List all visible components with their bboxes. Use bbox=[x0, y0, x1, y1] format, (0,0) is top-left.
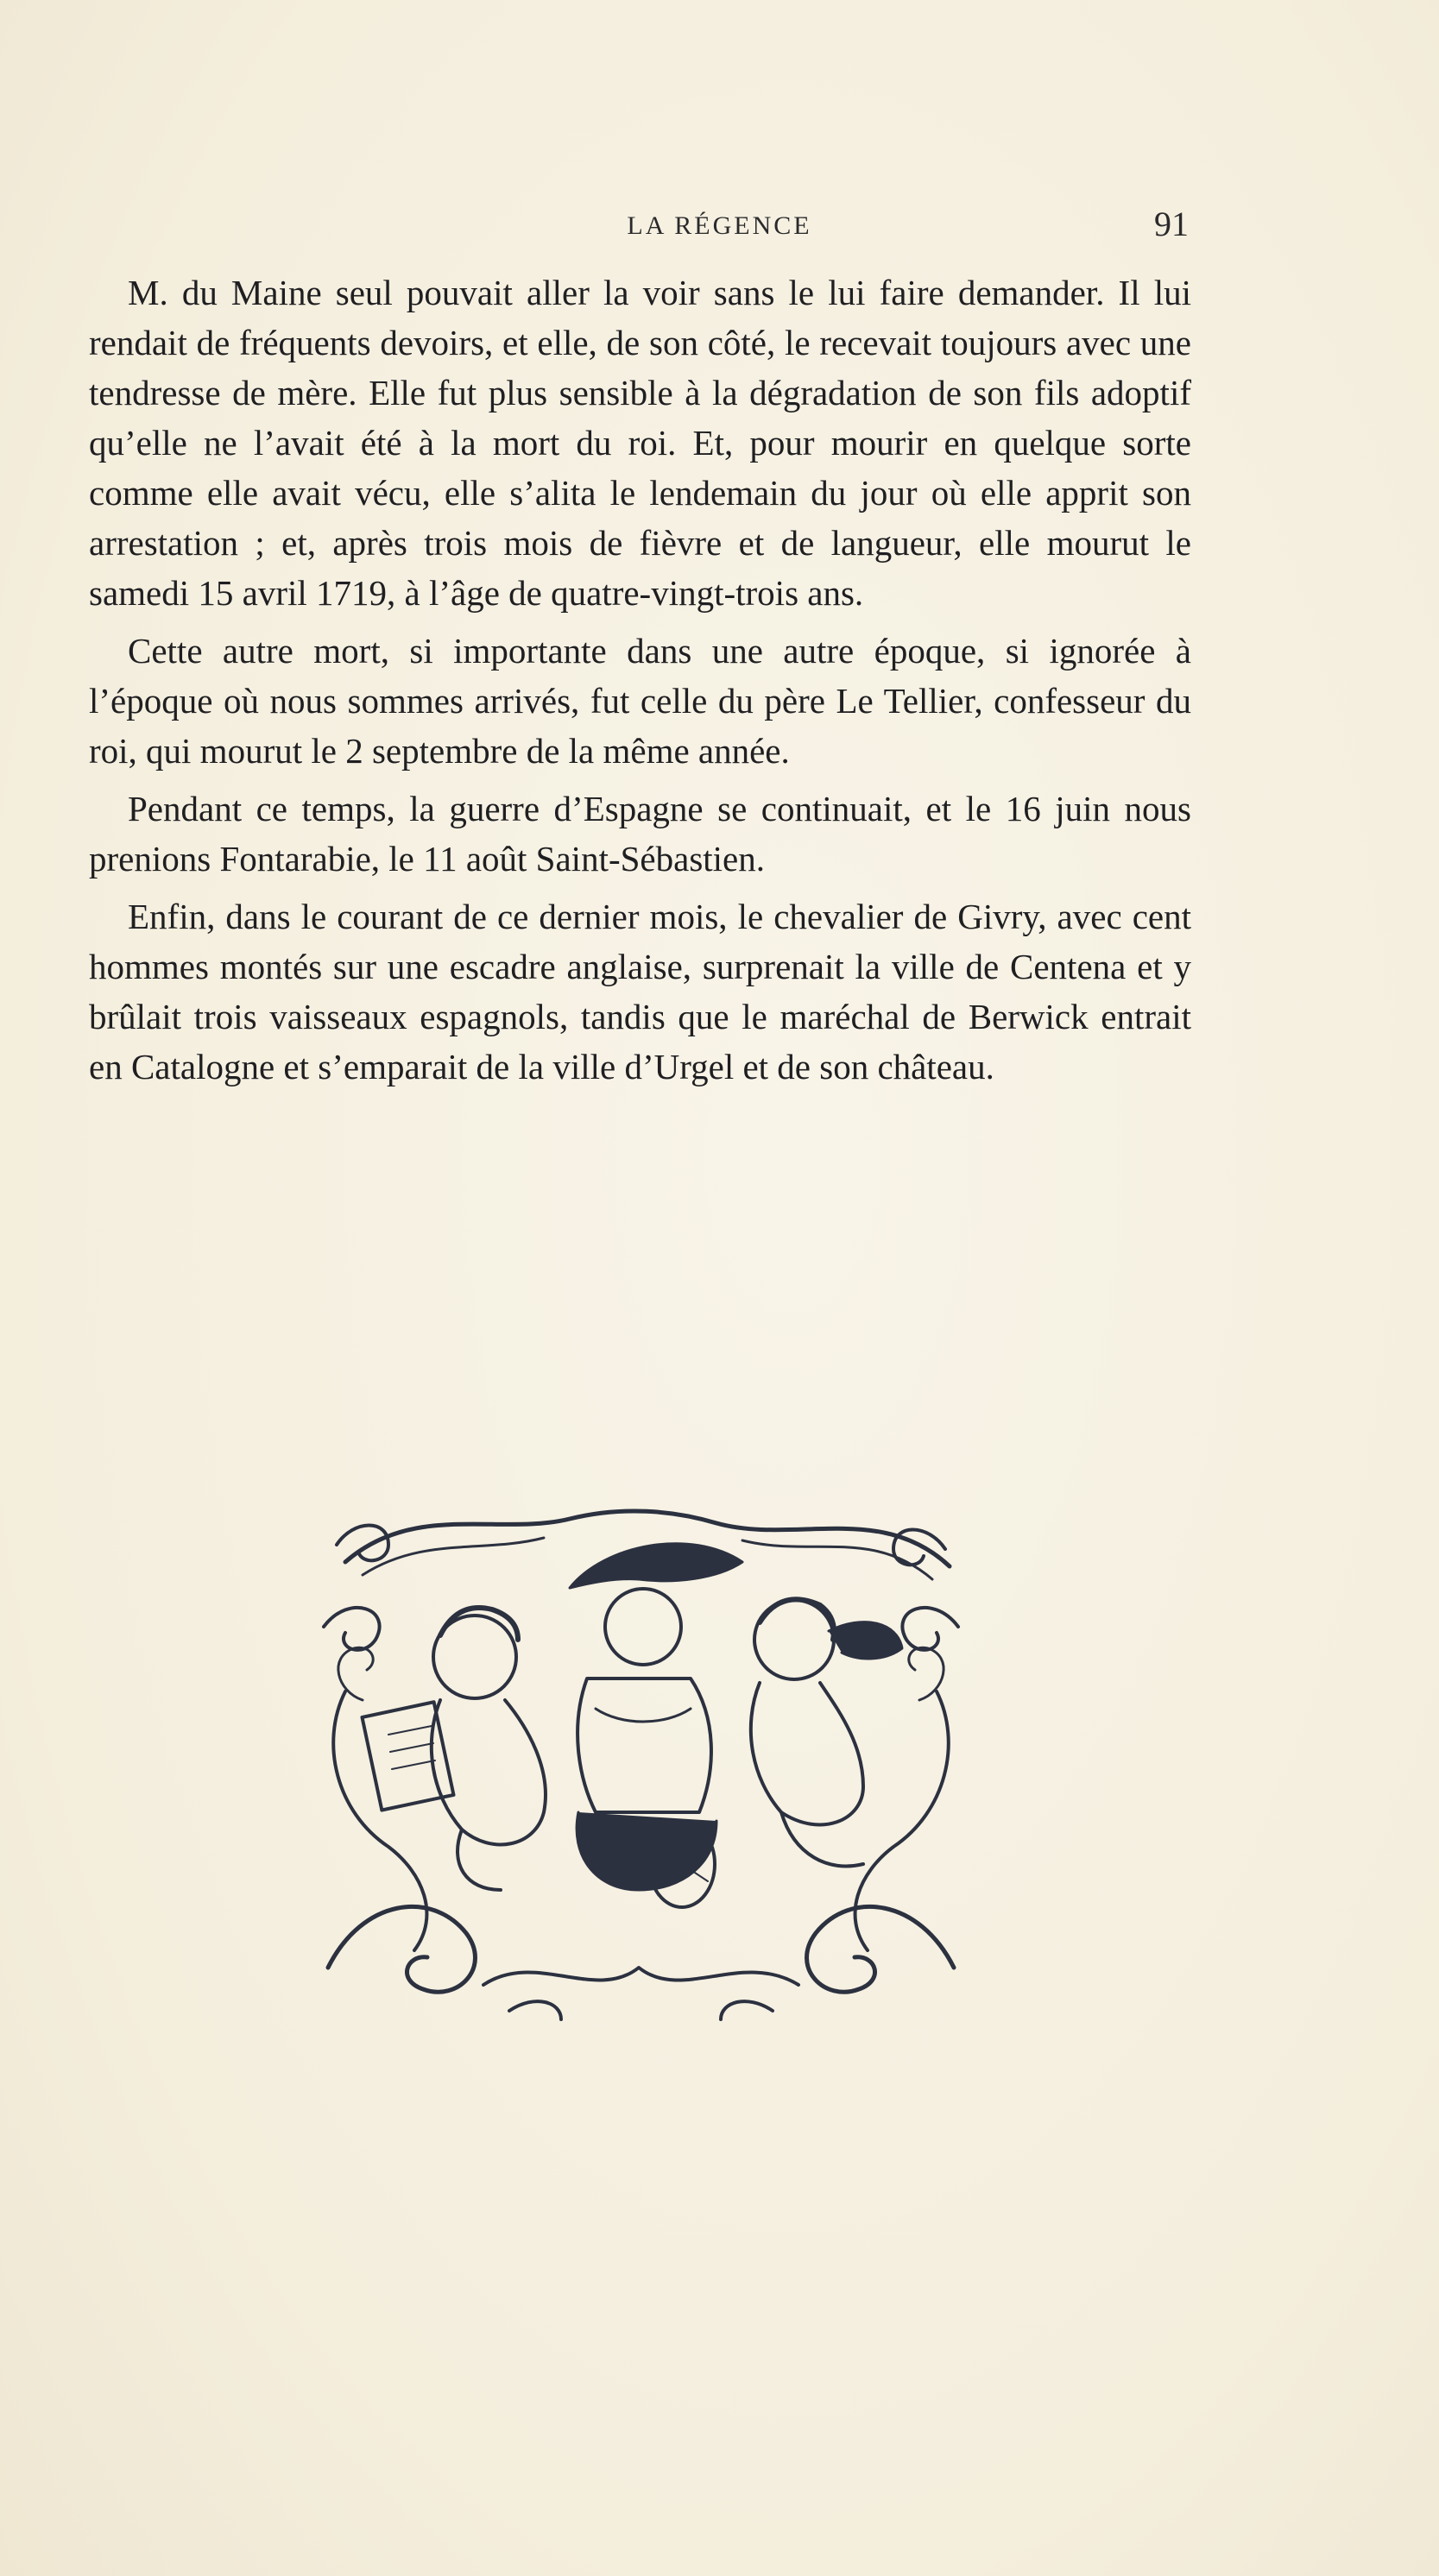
paragraph: Enfin, dans le courant de ce dernier mois, le chevalier de Givry, avec cent hommes montés sur une escadre anglaise, surprenait la ville de Centena et y brûlait trois vaisseaux espagnols, tandis que le maréchal de Berwick entrait en Catalogne et s’emparait de la ville d’Urgel et de son château. bbox=[89, 897, 1191, 1086]
paragraph: Pendant ce temps, la guerre d’Espagne se continuait, et le 16 juin nous prenions Fontarabie, le 11 août Saint-Sébastien. bbox=[89, 789, 1191, 879]
center-cherub bbox=[570, 1544, 742, 1907]
page-number: 91 bbox=[1154, 205, 1189, 243]
body-text bbox=[89, 268, 1191, 1099]
right-cherub bbox=[751, 1599, 902, 1866]
paragraph: Cette autre mort, si importante dans une autre époque, si ignorée à l’époque où nous sommes arrivés, fut celle du père Le Tellier, confesseur du roi, qui mourut le 2 septembre de la même année. bbox=[89, 631, 1191, 771]
cherubs-vignette bbox=[311, 1484, 971, 2037]
bottom-scroll bbox=[328, 1906, 475, 1992]
running-title: LA RÉGENCE bbox=[627, 211, 812, 240]
paragraph: M. du Maine seul pouvait aller la voir sans le lui faire demander. Il lui rendait de fréquents devoirs, et elle, de son côté, le recevait toujours avec une tendresse de mère. Elle fut plus sensible à la dégradation de son fils adoptif qu’elle ne l’avait été à la mort du roi. Et, pour mourir en quelque sorte comme elle avait vécu, elle s’alita le lendemain du jour où elle apprit son arrestation ; et, après trois mois de fièvre et de langueur, elle mourut le samedi 15 avril 1719, à l’âge de quatre-vingt-trois ans. bbox=[89, 273, 1191, 613]
